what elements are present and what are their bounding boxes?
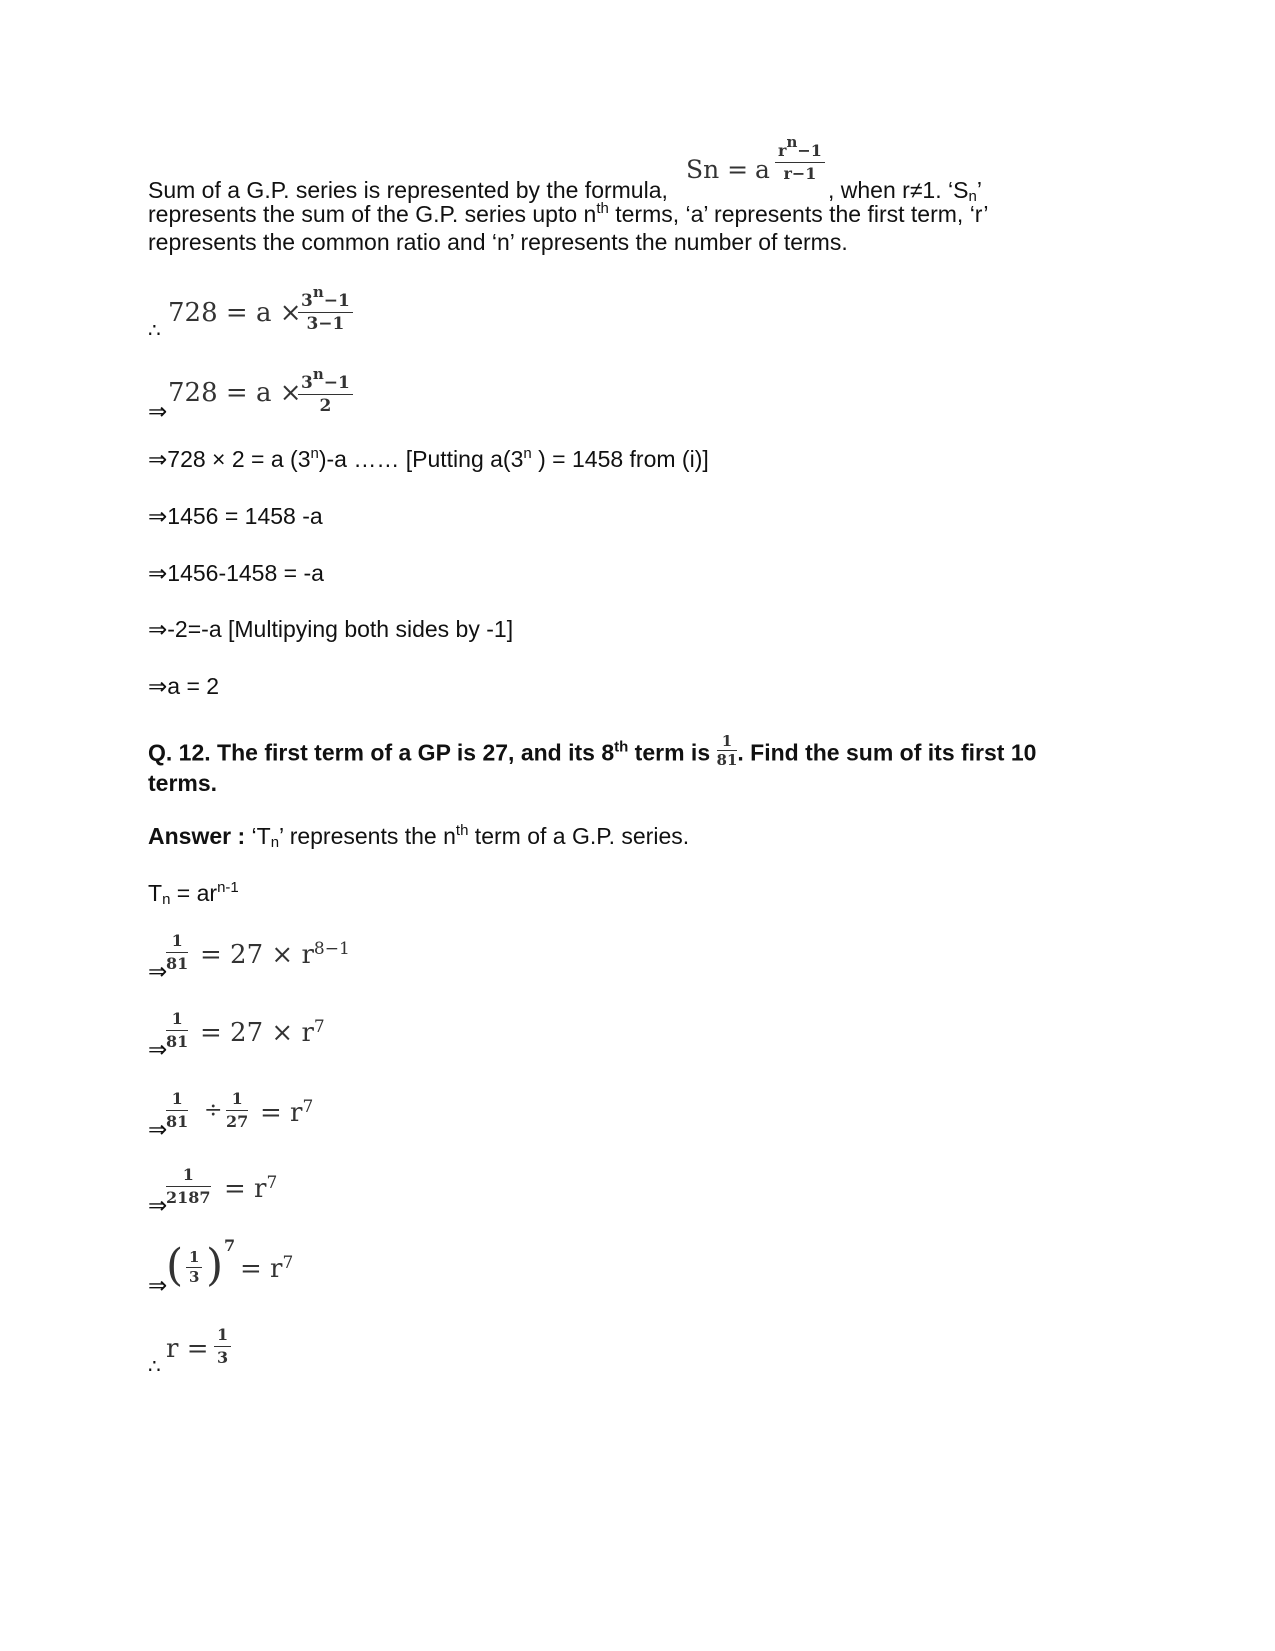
formula-denominator: r−1 xyxy=(783,164,817,183)
e6-fraction: $\frac{1}{3}$ xyxy=(214,1324,231,1369)
implies-symbol: ⇒ xyxy=(148,958,168,984)
left-paren: ( xyxy=(166,1240,184,1291)
implies-symbol: ⇒ xyxy=(148,1272,168,1298)
therefore-symbol: ∴ xyxy=(148,1356,161,1378)
eq1-fraction: $\frac{3^n-1}{3-1}$ xyxy=(298,290,353,335)
intro-line-3: represents the common ratio and ‘n’ represents the number of terms. xyxy=(148,229,848,255)
e5-power: 7 xyxy=(224,1236,236,1255)
question-12: Q. 12. The first term of a GP is 27, and its 8th term is $\frac{1}{81}$ . Find the sum of its first 10 xyxy=(148,732,1037,769)
eq2-lhs: 728 = a × xyxy=(168,378,302,408)
e5-rhs: = $r^7$ xyxy=(240,1253,294,1284)
e1-fraction: $\frac{1}{81}$ xyxy=(166,931,189,973)
answer-label: Answer : xyxy=(148,823,246,849)
step-1: ⇒728 × 2 = a (3$^n$)-a …… [Putting a(3$^n$ ) = 1458 from (i)] xyxy=(148,445,709,472)
formula-numerator: $r^n-1$ xyxy=(775,140,825,163)
intro-paragraph xyxy=(148,133,1148,255)
tn-formula: $T_n = ar^{n-1}$ xyxy=(148,879,239,908)
e3-fraction-1: $\frac{1}{81}$ xyxy=(166,1089,189,1131)
e2-fraction: $\frac{1}{81}$ xyxy=(166,1009,189,1051)
e4-fraction: $\frac{1}{2187}$ xyxy=(166,1165,211,1207)
step-4: ⇒-2=-a [Multipying both sides by -1] xyxy=(148,616,514,642)
e5-fraction: $\frac{1}{3}$ xyxy=(186,1248,202,1287)
implies-symbol: ⇒ xyxy=(148,1116,168,1142)
formula-lhs: Sn = xyxy=(686,155,749,184)
therefore-symbol: ∴ xyxy=(148,320,161,342)
intro-line-1 xyxy=(148,133,1148,205)
step-5: ⇒a = 2 xyxy=(148,673,220,699)
eq2-fraction: $\frac{3^n-1}{2}$ xyxy=(298,372,353,417)
step-2: ⇒1456 = 1458 -a xyxy=(148,503,323,529)
question-12-line-2: terms. xyxy=(148,770,218,796)
e3-rhs: = $r^7$ xyxy=(260,1097,314,1128)
formula-fraction xyxy=(775,133,825,185)
formula-a: a xyxy=(755,155,770,184)
implies-symbol: ⇒ xyxy=(148,398,168,424)
right-paren: ) xyxy=(206,1240,224,1291)
implies-symbol: ⇒ xyxy=(148,1036,168,1062)
e3-fraction-2: $\frac{1}{27}$ xyxy=(226,1089,249,1131)
e4-rhs: = $r^7$ xyxy=(224,1173,278,1204)
divide-symbol: ÷ xyxy=(204,1098,223,1123)
answer-line: Answer : ‘$T_n$’ represents the $n^{th}$ term of a G.P. series. xyxy=(148,822,690,851)
eq1-lhs: 728 = a × xyxy=(168,298,302,328)
step-3: ⇒1456-1458 = -a xyxy=(148,560,324,586)
intro-text-a: Sum of a G.P. series is represented by the formula, xyxy=(148,177,668,203)
e2-rhs: = $27 \times r^7$ xyxy=(200,1017,325,1048)
e1-rhs: = $27 \times r^{8-1}$ xyxy=(200,939,350,970)
implies-symbol: ⇒ xyxy=(148,1192,168,1218)
e6-lhs: r = xyxy=(166,1334,209,1364)
question-fraction: $\frac{1}{81}$ xyxy=(716,732,738,769)
intro-line-2: represents the sum of the G.P. series upto $n^{th}$ terms, ‘a’ represents the first term, ‘r’ xyxy=(148,200,989,227)
intro-text-b: , when r≠1. ‘$S_n$’ xyxy=(828,177,982,205)
